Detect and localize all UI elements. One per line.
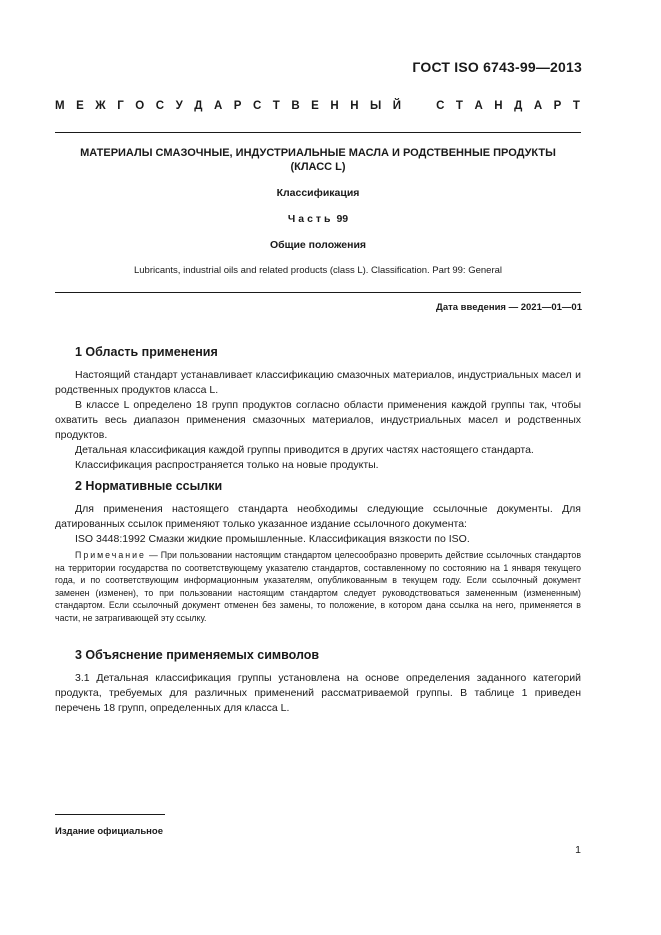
page-number: 1 bbox=[575, 844, 581, 856]
section-2-paragraph: Для применения настоящего стандарта необходимы следующие ссылочные документы. Для датированных ссылок применяют только указанное издание ссылочного документа: bbox=[55, 503, 581, 530]
document-title bbox=[55, 146, 581, 174]
banner-letter: Р bbox=[553, 100, 562, 112]
banner-letter: А bbox=[474, 100, 483, 112]
banner-letter: Н bbox=[494, 100, 503, 112]
banner-letter: О bbox=[135, 100, 145, 112]
note-text: — При пользовании настоящим стандартом целесообразно проверить действие ссылочных стандартов на территории государства по соответствующему указателю стандартов, составленному по состоянию на 1 января текущего года, и по соответствующим информационным указателям, опубликованным в текущем году. Если ссылочный документ заменен (изменен), то при пользовании настоящим стандартом следует руководствоваться замененным (измененным) стандартом. Если ссылочный документ отменен без замены, то положение, в котором дана ссылка на него, применяется в части, не затрагивающей эту ссылку. bbox=[55, 550, 581, 623]
banner-letter: С bbox=[155, 100, 165, 112]
banner-letter: Г bbox=[117, 100, 124, 112]
banner-letter: А bbox=[213, 100, 223, 112]
banner-letter: С bbox=[436, 100, 445, 112]
banner-letter: Н bbox=[350, 100, 359, 112]
section-1-paragraph: В классе L определено 18 групп продуктов согласно области применения каждой группы так, чтобы охватить весь диапазон применения смазочных материалов, индустриальных масел и родственных продуктов. bbox=[55, 399, 581, 441]
section-1-heading: 1 Область применения bbox=[75, 345, 218, 359]
top-rule bbox=[55, 132, 581, 133]
interstate-standard-banner bbox=[55, 100, 580, 112]
banner-letter: А bbox=[533, 100, 543, 112]
section-2-reference: ISO 3448:1992 Смазки жидкие промышленные. Классификация вязкости по ISO. bbox=[75, 533, 470, 545]
banner-letter: В bbox=[291, 100, 300, 112]
section-3-heading: 3 Объяснение применяемых символов bbox=[75, 648, 320, 662]
general-subtitle: Общие положения bbox=[269, 239, 367, 251]
banner-letter: Е bbox=[311, 100, 319, 112]
english-title: Lubricants, industrial oils and related products (class L). Classification. Part 99: General bbox=[133, 265, 503, 276]
introduction-date: Дата введения — 2021—01—01 bbox=[436, 302, 582, 313]
banner-letter: Т bbox=[455, 100, 463, 112]
footnote-rule bbox=[55, 814, 165, 815]
title-line-2: (КЛАСС L) bbox=[290, 161, 346, 173]
banner-letter: Т bbox=[572, 100, 580, 112]
standard-code: ГОСТ ISO 6743-99—2013 bbox=[412, 59, 582, 75]
banner-letter: Д bbox=[514, 100, 523, 112]
section-1-paragraph: Классификация распространяется только на новые продукты. bbox=[75, 459, 379, 471]
classification-subtitle: Классификация bbox=[276, 187, 360, 199]
banner-letter: Н bbox=[330, 100, 339, 112]
section-2-body bbox=[55, 502, 581, 547]
banner-letter: Д bbox=[194, 100, 203, 112]
banner-letter: Ы bbox=[370, 100, 382, 112]
section-3-paragraph: 3.1 Детальная классификация группы установлена на основе определения заданного категорий продукта, требуемых для различных применений рассматриваемой группы. В таблице 1 приведен перечень 18 групп, определенных для класса L. bbox=[55, 672, 581, 714]
banner-letter: Е bbox=[76, 100, 84, 112]
section-1-paragraph: Настоящий стандарт устанавливает классификацию смазочных материалов, индустриальных масел и родственных продуктов класса L. bbox=[55, 369, 581, 396]
note-label: Примечание bbox=[75, 550, 146, 560]
banner-letter: Ж bbox=[95, 100, 106, 112]
banner-letter: Р bbox=[233, 100, 242, 112]
part-label bbox=[55, 213, 581, 225]
section-2-heading: 2 Нормативные ссылки bbox=[75, 479, 223, 493]
section-3-body bbox=[55, 671, 581, 716]
section-1-body bbox=[55, 368, 581, 473]
banner-letter: М bbox=[55, 100, 65, 112]
part-number: 99 bbox=[336, 213, 349, 225]
official-edition-label: Издание официальное bbox=[55, 826, 163, 837]
title-line-1: МАТЕРИАЛЫ СМАЗОЧНЫЕ, ИНДУСТРИАЛЬНЫЕ МАСЛА И РОДСТВЕННЫЕ ПРОДУКТЫ bbox=[80, 147, 556, 159]
banner-letter: С bbox=[252, 100, 262, 112]
banner-letter: У bbox=[175, 100, 183, 112]
banner-letter: Й bbox=[392, 100, 402, 112]
part-word: Часть bbox=[287, 213, 334, 225]
section-1-paragraph: Детальная классификация каждой группы приводится в других частях настоящего стандарта. bbox=[75, 444, 534, 456]
section-2-note bbox=[55, 549, 581, 624]
banner-letter: Т bbox=[272, 100, 280, 112]
banner-word-gap bbox=[413, 100, 425, 112]
title-rule bbox=[55, 292, 581, 293]
